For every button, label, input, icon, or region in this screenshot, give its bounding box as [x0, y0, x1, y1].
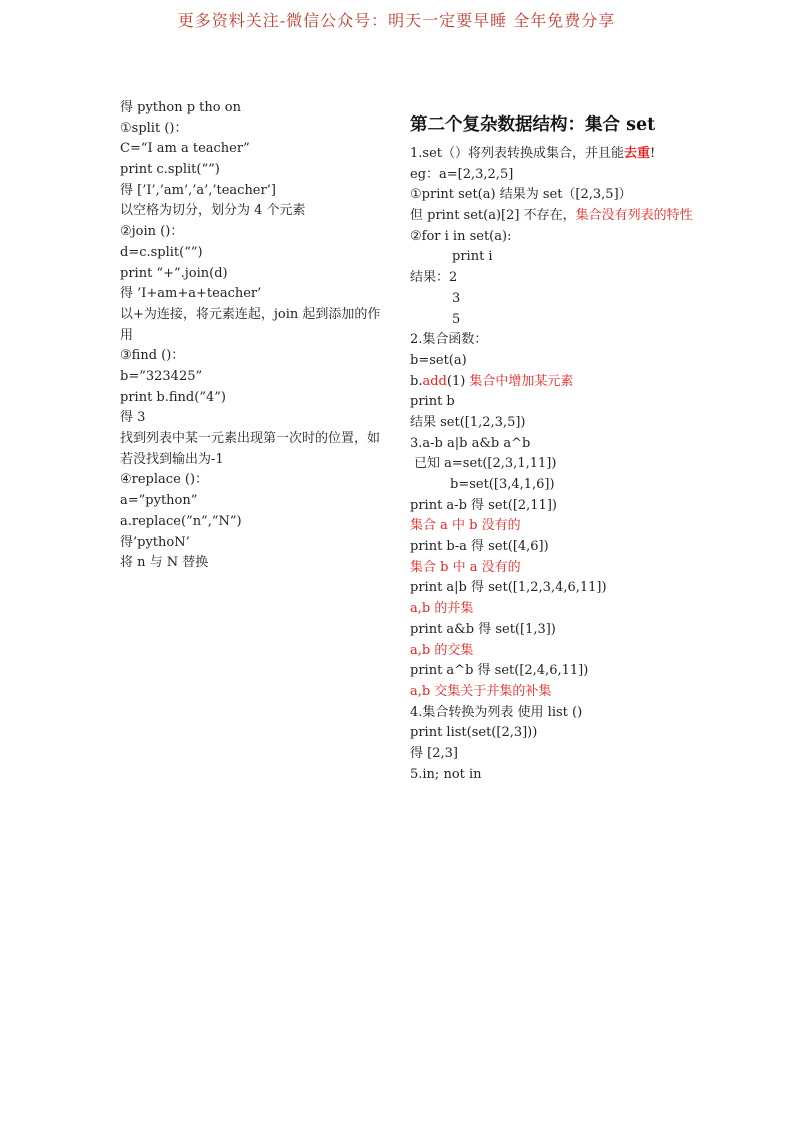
- text-line: 得 ’I+am+a+teacher’: [120, 286, 262, 302]
- text-line: ①print set(a) 结果为 set（[2,3,5]）: [410, 187, 632, 203]
- text-line: a=”python”: [120, 493, 198, 509]
- highlight-line: a,b 的交集: [410, 642, 474, 658]
- text-span: !: [650, 146, 656, 161]
- text-line: print a-b 得 set([2,11]): [410, 497, 557, 513]
- text-line: 得 3: [120, 410, 146, 426]
- text-line: b=set(a): [410, 352, 467, 368]
- text-line: 以空格为切分，划分为 4 个元素: [120, 203, 306, 219]
- text-line: 得’pythoN’: [120, 534, 190, 550]
- text-line: ③find ()：: [120, 348, 185, 364]
- highlight-text: 集合没有列表的特性: [575, 208, 693, 224]
- text-line: C=“I am a teacher”: [120, 141, 250, 157]
- text-span: (1): [446, 373, 470, 389]
- text-paragraph: [410, 206, 700, 227]
- text-line: ②join ()：: [120, 224, 184, 240]
- right-column: [410, 104, 700, 785]
- text-line: a.replace(”n”,”N”): [120, 513, 242, 529]
- text-line: ②for i in set(a):: [410, 228, 512, 244]
- text-line: [410, 372, 700, 393]
- text-span: 但 print set(a)[2] 不存在，: [410, 208, 576, 224]
- text-line: b=set([3,4,1,6]): [450, 477, 555, 493]
- text-line: print “+”.join(d): [120, 265, 228, 281]
- text-line: print i: [452, 249, 493, 265]
- text-line: print a&b 得 set([1,3]): [410, 621, 556, 637]
- text-line: ④replace ()：: [120, 472, 209, 488]
- text-span: 1.set（）将列表转换成集合，并且能: [410, 146, 624, 161]
- highlight-text: 集合中增加某元素: [469, 373, 574, 389]
- text-line: print a^b 得 set([2,4,6,11]): [410, 663, 589, 679]
- text-line: print c.split(“”): [120, 162, 220, 178]
- left-column: [120, 98, 390, 574]
- text-line: print a|b 得 set([1,2,3,4,6,11]): [410, 580, 607, 596]
- highlight-line: 集合 a 中 b 没有的: [410, 518, 521, 534]
- text-line: 得 [2,3]: [410, 745, 458, 761]
- section-heading: 第二个复杂数据结构：集合 set: [410, 115, 656, 135]
- text-line: print b-a 得 set([4,6]): [410, 539, 549, 555]
- text-line: [410, 144, 700, 165]
- text-line: 得 python p tho on: [120, 100, 241, 115]
- text-line: 5: [452, 311, 461, 327]
- banner-text: 更多资料关注-微信公众号：明天一定要早睡 全年免费分享: [177, 11, 616, 30]
- highlight-line: a,b 的并集: [410, 601, 474, 617]
- text-line: 得 [’I’,’am’,’a’,’teacher’]: [120, 182, 276, 198]
- highlight-text: 去重: [624, 146, 651, 161]
- text-line: 3.a-b a|b a&b a^b: [410, 435, 531, 451]
- text-line: print b.find(”4”): [120, 389, 226, 405]
- text-line: 将 n 与 N 替换: [120, 555, 209, 571]
- text-line: 2.集合函数：: [410, 332, 488, 348]
- text-line: 5.in; not in: [410, 766, 482, 782]
- highlight-line: 集合 b 中 a 没有的: [410, 559, 521, 575]
- highlight-line: a,b 交集关于并集的补集: [410, 683, 552, 699]
- text-line: 结果 set([1,2,3,5]): [410, 414, 526, 430]
- text-paragraph: 以+为连接，将元素连起，join 起到添加的作用: [120, 306, 381, 343]
- text-span: b.: [410, 373, 423, 389]
- text-line: b=”323425”: [120, 368, 203, 384]
- text-line: 3: [452, 290, 461, 306]
- text-line: 已知 a=set([2,3,1,11]): [414, 456, 557, 472]
- text-line: d=c.split(“”): [120, 244, 203, 260]
- text-line: 结果：2: [410, 270, 458, 286]
- text-line: eg：a=[2,3,2,5]: [410, 166, 514, 182]
- text-line: 4.集合转换为列表 使用 list (): [410, 704, 583, 720]
- text-line: print b: [410, 394, 455, 410]
- text-line: print list(set([2,3])): [410, 725, 538, 741]
- text-line: ①split ()：: [120, 120, 188, 136]
- highlight-text: add: [422, 373, 447, 389]
- text-paragraph: 找到列表中某一元素出现第一次时的位置，如若没找到输出为-1: [120, 431, 381, 467]
